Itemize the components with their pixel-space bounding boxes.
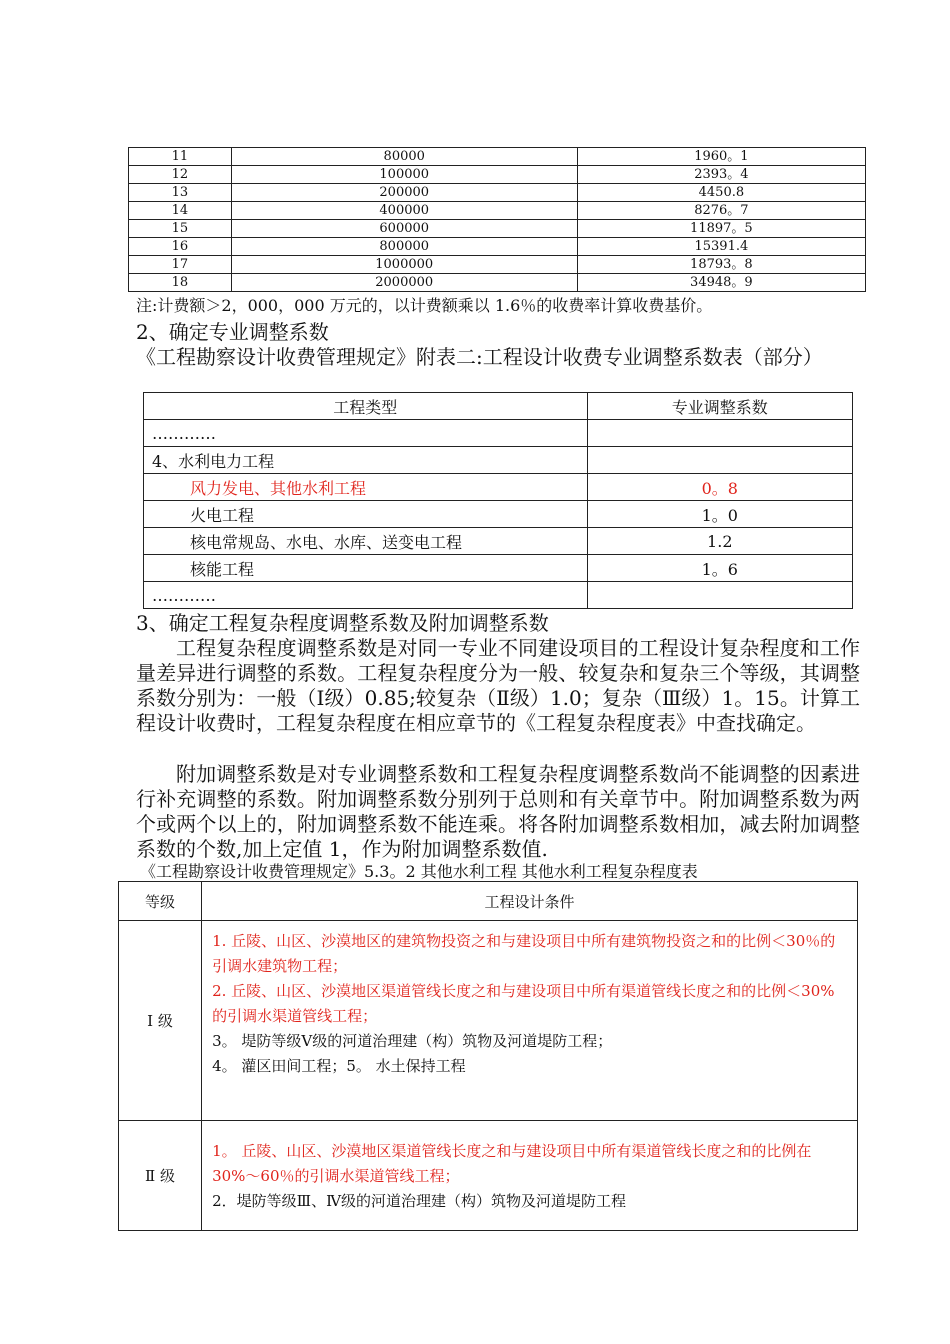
table-row — [119, 921, 858, 1121]
table-row — [144, 474, 853, 501]
table-row — [144, 447, 853, 474]
table-row — [144, 528, 853, 555]
fee-value: 4450.8 — [577, 184, 865, 202]
engineering-type: 核能工程 — [144, 555, 588, 582]
coefficient-table-header — [144, 393, 853, 420]
section3-paragraph-1: 工程复杂程度调整系数是对同一专业不同建设项目的工程设计复杂程度和工作量差异进行调整的系数。工程复杂程度分为一般、较复杂和复杂三个等级，其调整系数分别为：一般（Ⅰ级）0.85;较复杂（Ⅱ级）1.0；复杂（Ⅲ级）1。15。计算工程设计收费时，工程复杂程度在相应章节的《工程复杂程度表》中查找确定。 — [136, 636, 860, 735]
condition-item: 3。 堤防等级Ⅴ级的河道治理建（构）筑物及河道堤防工程； — [212, 1032, 613, 1050]
adjustment-coefficient: 1。0 — [587, 501, 852, 528]
table-row — [129, 256, 866, 274]
fee-value: 2393。4 — [577, 166, 865, 184]
fee-value: 15391.4 — [577, 238, 865, 256]
adjustment-coefficient: 1。6 — [587, 555, 852, 582]
complexity-caption: 《工程勘察设计收费管理规定》5.3。2 其他水利工程 其他水利工程复杂程度表 — [140, 862, 698, 881]
row-number: 17 — [129, 256, 232, 274]
table-row — [119, 1121, 858, 1231]
design-conditions — [202, 921, 858, 1121]
row-number: 15 — [129, 220, 232, 238]
table-row — [129, 238, 866, 256]
adjustment-coefficient — [587, 447, 852, 474]
condition-item: 1。 丘陵、山区、沙漠地区渠道管线长度之和与建设项目中所有渠道管线长度之和的比例在 30%～60％的引调水渠道管线工程； — [212, 1142, 812, 1185]
row-number: 16 — [129, 238, 232, 256]
section2-heading: 2、确定专业调整系数 — [136, 320, 329, 344]
condition-item: 2．堤防等级Ⅲ、Ⅳ级的河道治理建（构）筑物及河道堤防工程 — [212, 1192, 627, 1210]
complexity-table — [118, 881, 858, 1231]
row-number: 18 — [129, 274, 232, 292]
design-conditions — [202, 1121, 858, 1231]
adjustment-coefficient — [587, 420, 852, 447]
adjustment-coefficient: 1.2 — [587, 528, 852, 555]
fee-amount: 600000 — [231, 220, 577, 238]
section3-paragraph-2: 附加调整系数是对专业调整系数和工程复杂程度调整系数尚不能调整的因素进行补充调整的系数。附加调整系数分别列于总则和有关章节中。附加调整系数为两个或两个以上的，附加调整系数不能连乘。将各附加调整系数相加，减去附加调整系数的个数,加上定值 1，作为附加调整系数值. — [136, 762, 860, 861]
row-number: 12 — [129, 166, 232, 184]
fee-value: 8276。7 — [577, 202, 865, 220]
table-row — [144, 420, 853, 447]
fee-value: 1960。1 — [577, 148, 865, 166]
table-row — [144, 501, 853, 528]
engineering-type: ………… — [144, 582, 588, 609]
fee-amount: 1000000 — [231, 256, 577, 274]
engineering-type: 火电工程 — [144, 501, 588, 528]
condition-item: 1. 丘陵、山区、沙漠地区的建筑物投资之和与建设项目中所有建筑物投资之和的比例＜30％的 引调水建筑物工程； — [212, 932, 836, 975]
complexity-table-header — [119, 882, 858, 921]
grade-label: Ⅱ 级 — [119, 1121, 202, 1231]
adjustment-coefficient — [587, 582, 852, 609]
fee-amount: 100000 — [231, 166, 577, 184]
table-row — [144, 555, 853, 582]
engineering-type: ………… — [144, 420, 588, 447]
fee-amount: 200000 — [231, 184, 577, 202]
fee-note: 注:计费额＞2，000，000 万元的，以计费额乘以 1.6％的收费率计算收费基价。 — [136, 296, 713, 315]
table-row — [129, 274, 866, 292]
condition-item: 2. 丘陵、山区、沙漠地区渠道管线长度之和与建设项目中所有渠道管线长度之和的比例＜30% 的引调水渠道管线工程； — [212, 982, 835, 1025]
table-row — [129, 166, 866, 184]
coefficient-table — [143, 392, 853, 609]
row-number: 13 — [129, 184, 232, 202]
section3-heading: 3、确定工程复杂程度调整系数及附加调整系数 — [136, 611, 549, 635]
header-grade: 等级 — [119, 882, 202, 921]
engineering-type: 4、水利电力工程 — [144, 447, 588, 474]
table-row — [144, 582, 853, 609]
fee-amount: 400000 — [231, 202, 577, 220]
fee-amount: 80000 — [231, 148, 577, 166]
fee-amount: 800000 — [231, 238, 577, 256]
header-condition: 工程设计条件 — [202, 882, 858, 921]
fee-value: 11897。5 — [577, 220, 865, 238]
fee-amount: 2000000 — [231, 274, 577, 292]
header-coef: 专业调整系数 — [587, 393, 852, 420]
grade-label: Ⅰ 级 — [119, 921, 202, 1121]
engineering-type: 风力发电、其他水利工程 — [144, 474, 588, 501]
table-row — [129, 184, 866, 202]
row-number: 11 — [129, 148, 232, 166]
table-row — [129, 220, 866, 238]
fee-value: 34948。9 — [577, 274, 865, 292]
row-number: 14 — [129, 202, 232, 220]
engineering-type: 核电常规岛、水电、水库、送变电工程 — [144, 528, 588, 555]
fee-table — [128, 147, 866, 292]
table-row — [129, 148, 866, 166]
section2-caption: 《工程勘察设计收费管理规定》附表二:工程设计收费专业调整系数表（部分） — [136, 345, 823, 369]
table-row — [129, 202, 866, 220]
condition-item: 4。 灌区田间工程；5。 水土保持工程 — [212, 1057, 466, 1075]
adjustment-coefficient: 0。8 — [587, 474, 852, 501]
header-type: 工程类型 — [144, 393, 588, 420]
fee-value: 18793。8 — [577, 256, 865, 274]
